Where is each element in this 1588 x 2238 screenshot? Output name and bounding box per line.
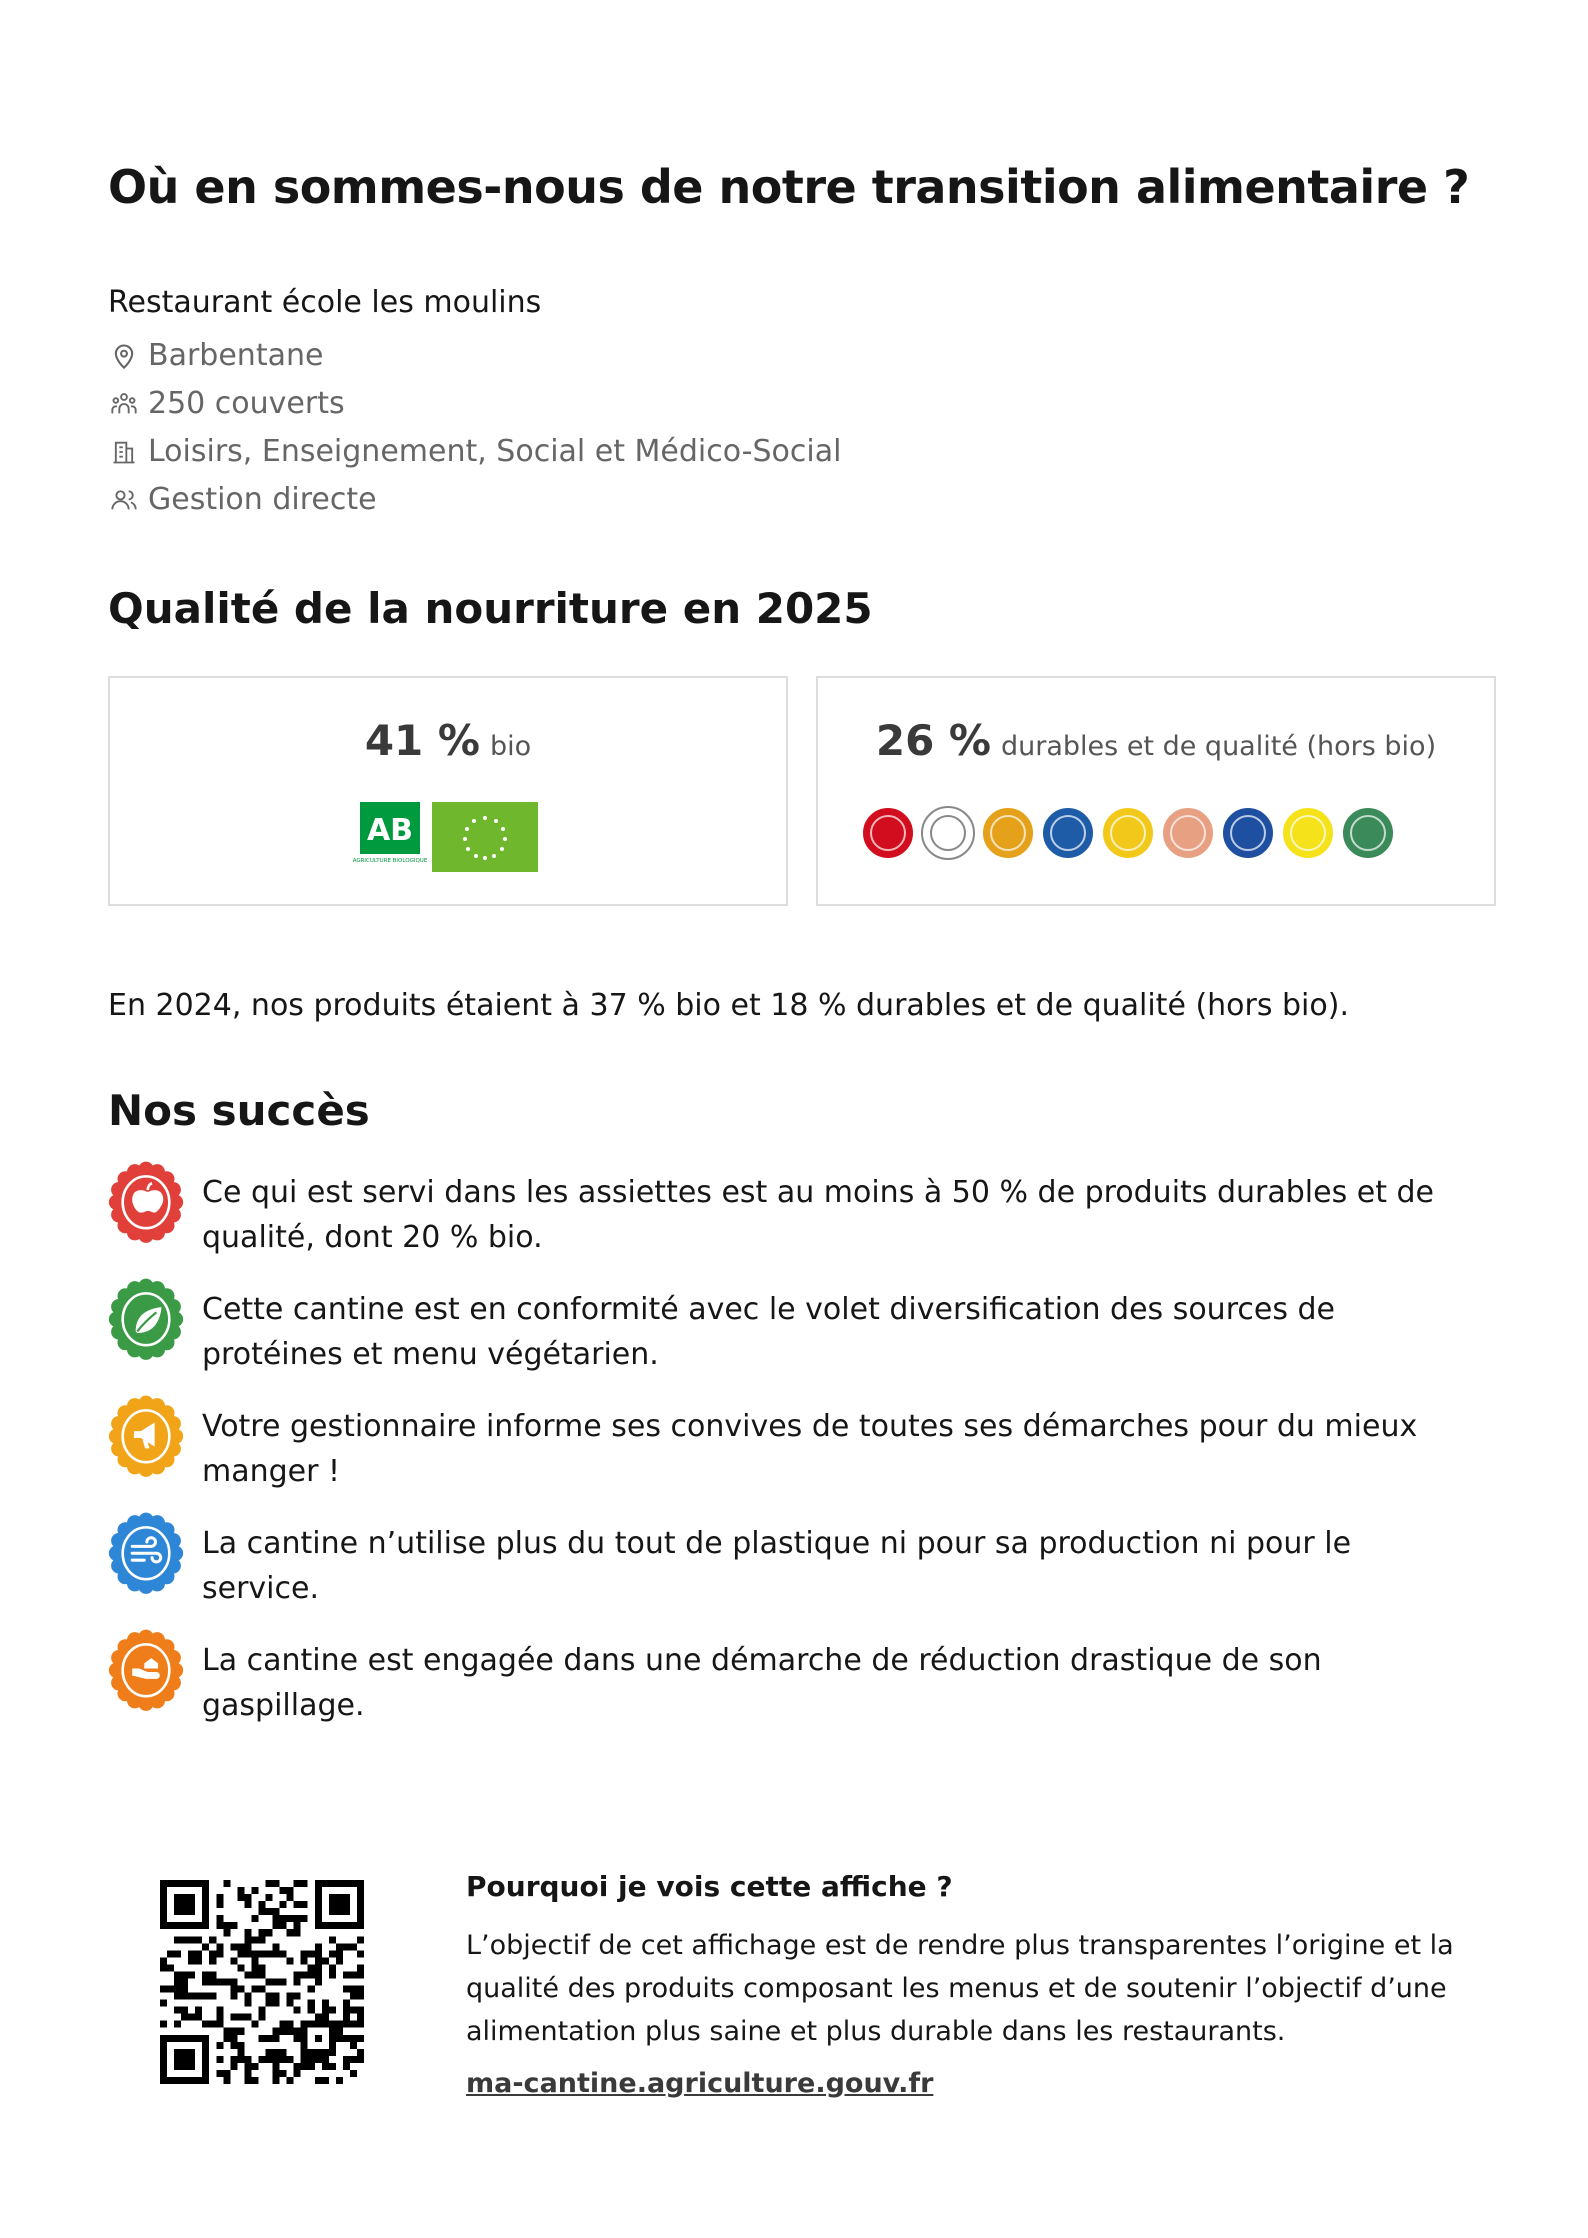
success-item (108, 1404, 1488, 1494)
sectors-text: Loisirs, Enseignement, Social et Médico-Social (148, 434, 842, 469)
success-item (108, 1170, 1488, 1260)
aoc-logo (920, 798, 976, 868)
footer-link[interactable]: ma-cantine.agriculture.gouv.fr (466, 2068, 934, 2099)
ab-logo (352, 802, 428, 872)
previous-year-summary: En 2024, nos produits étaient à 37 % bio et 18 % durables et de qualité (hors bio). (108, 988, 1349, 1023)
stg-logo (1100, 798, 1156, 868)
ab-logo-caption: AGRICULTURE BIOLOGIQUE (352, 858, 428, 864)
bio-label: bio (489, 731, 532, 762)
qr-code[interactable] (160, 1880, 364, 2084)
success-item (108, 1638, 1488, 1728)
apple-badge-icon (108, 1162, 184, 1246)
users-icon (108, 484, 140, 516)
page-title: Où en sommes-nous de notre transition alimentaire ? (108, 160, 1470, 214)
durable-headline (818, 716, 1494, 765)
bio-percent: 41 % (364, 716, 480, 765)
management-text: Gestion directe (148, 482, 377, 517)
building-icon (108, 436, 140, 468)
aop-logo (980, 798, 1036, 868)
meals-text: 250 couverts (148, 386, 345, 421)
restaurant-meals (108, 386, 345, 421)
leaf-badge-icon (108, 1279, 184, 1363)
footer-title: Pourquoi je vois cette affiche ? (466, 1870, 953, 1903)
bio-card (108, 676, 788, 906)
success-text: La cantine n’utilise plus du tout de plastique ni pour sa production ni pour le service. (202, 1526, 1352, 1606)
restaurant-management (108, 482, 377, 517)
label-rouge-logo (860, 798, 916, 868)
megaphone-badge-icon (108, 1396, 184, 1480)
footer-text: L’objectif de cet affichage est de rendre plus transparentes l’origine et la qualité des produits composant les menus et de soutenir l’objectif d’une alimentation plus saine et plus durable dans les restaurants. (466, 1930, 1454, 2047)
restaurant-name: Restaurant école les moulins (108, 285, 542, 320)
success-item (108, 1521, 1488, 1611)
quality-heading: Qualité de la nourriture en 2025 (108, 584, 873, 633)
success-text: La cantine est engagée dans une démarche de réduction drastique de son gaspillage. (202, 1643, 1322, 1723)
bio-headline (110, 716, 786, 765)
success-text: Cette cantine est en conformité avec le volet diversification des sources de protéines et menu végétarien. (202, 1292, 1335, 1372)
peche-durable-logo (1220, 798, 1276, 868)
restaurant-sectors (108, 434, 841, 469)
rup-logo (1280, 798, 1336, 868)
wind-badge-icon (108, 1513, 184, 1597)
success-text: Votre gestionnaire informe ses convives de toutes ses démarches pour du mieux manger ! (202, 1409, 1418, 1489)
durable-card (816, 676, 1496, 906)
success-text: Ce qui est servi dans les assiettes est au moins à 50 % de produits durables et de qualité, dont 20 % bio. (202, 1175, 1434, 1255)
successes-heading: Nos succès (108, 1086, 370, 1135)
ab-logo-letters: AB (366, 813, 414, 848)
city-text: Barbentane (148, 338, 324, 373)
commerce-equitable-logo (1340, 798, 1396, 868)
durable-percent: 26 % (875, 716, 992, 765)
location-pin-icon (108, 340, 140, 372)
hand-badge-icon (108, 1630, 184, 1714)
quality-labels-row (860, 798, 1400, 868)
hve-logo (1160, 798, 1216, 868)
eu-organic-leaf-logo (432, 802, 538, 872)
success-item (108, 1287, 1488, 1377)
people-group-icon (108, 388, 140, 420)
restaurant-city (108, 338, 323, 373)
durable-label: durables et de qualité (hors bio) (1001, 731, 1437, 762)
igp-logo (1040, 798, 1096, 868)
